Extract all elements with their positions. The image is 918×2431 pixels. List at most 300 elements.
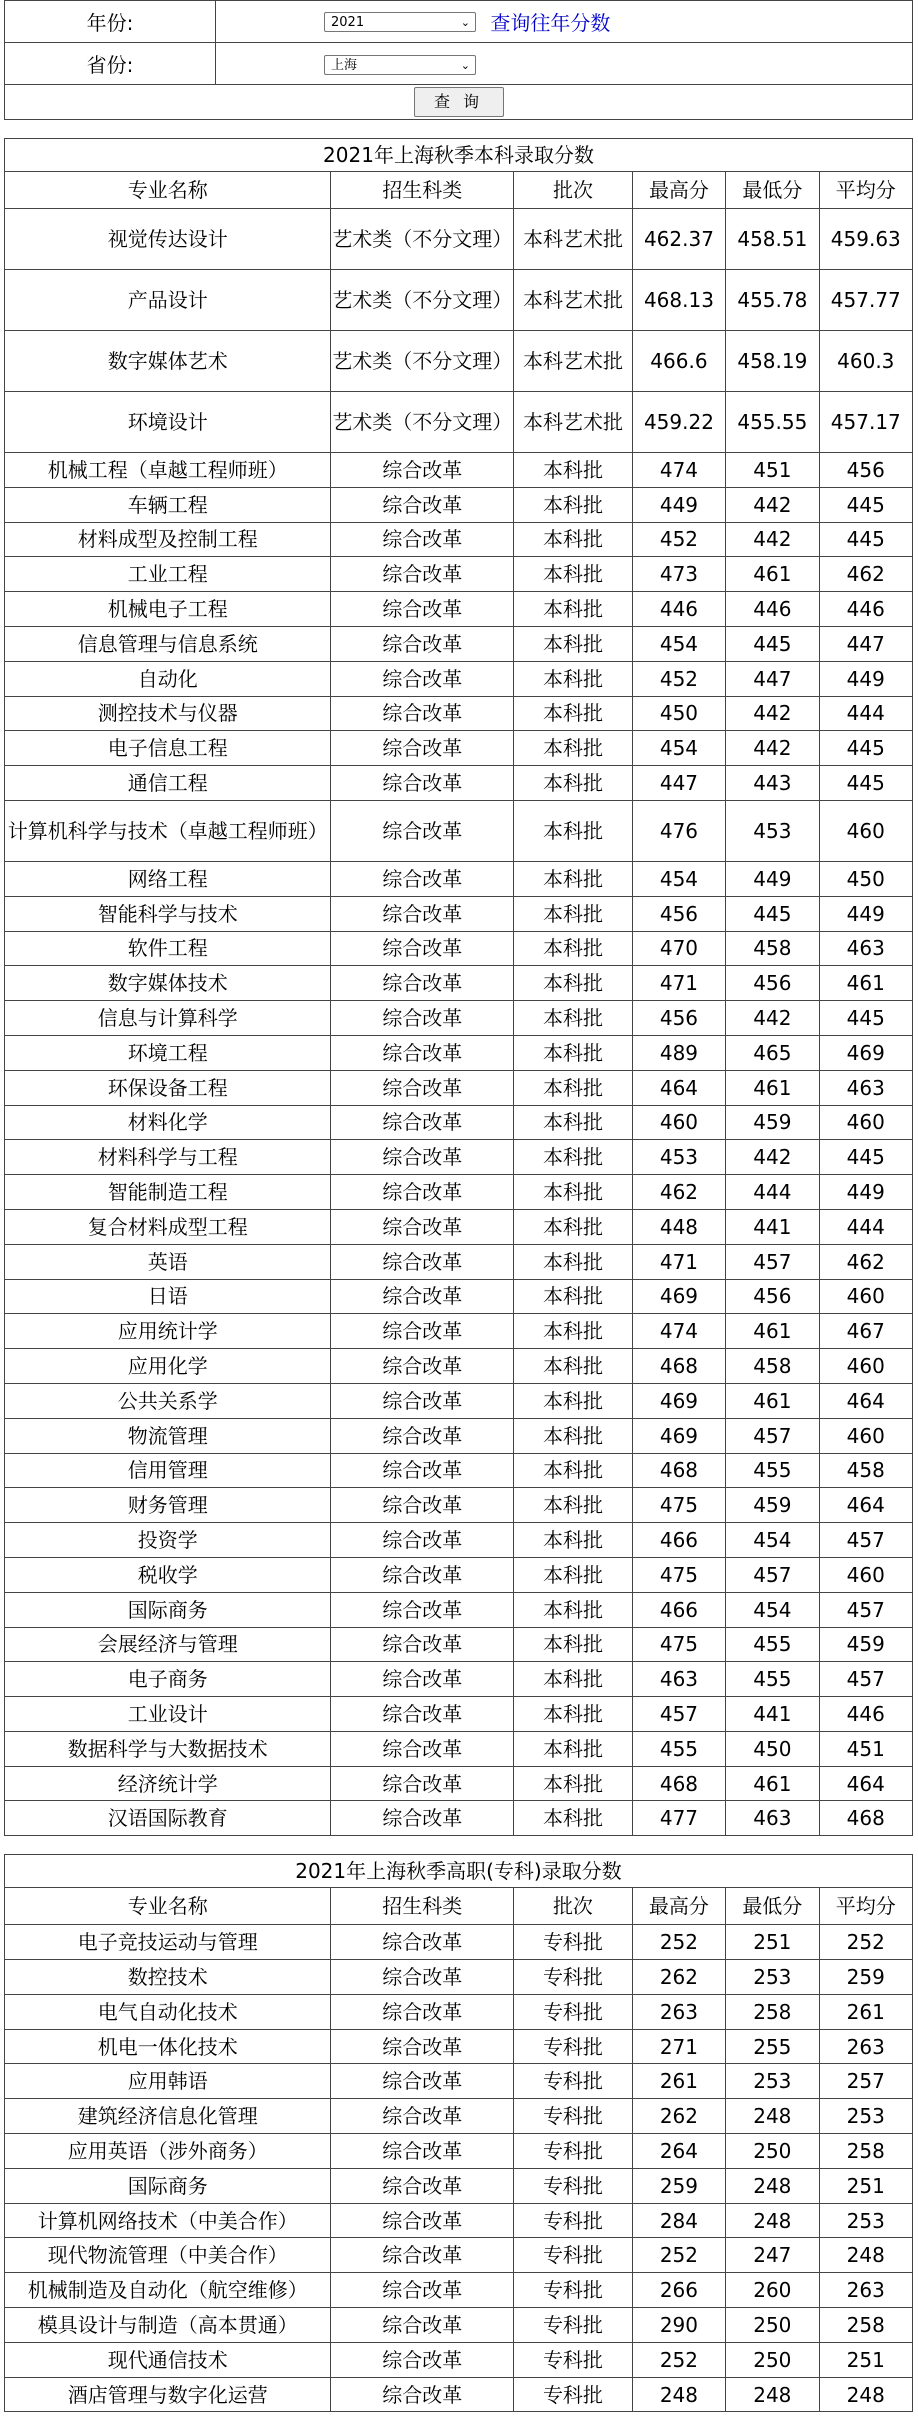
column-header: 最高分 (632, 172, 725, 209)
major-cell: 模具设计与制造（高本贯通） (5, 2308, 331, 2343)
table-row (5, 522, 913, 557)
table-title: 2021年上海秋季本科录取分数 (5, 139, 913, 172)
avg-score-cell: 248 (819, 2377, 912, 2412)
avg-score-cell: 464 (819, 1766, 912, 1801)
major-cell: 软件工程 (5, 931, 331, 966)
batch-cell: 专科批 (514, 2342, 633, 2377)
category-cell: 综合改革 (331, 1662, 514, 1697)
batch-cell: 本科批 (514, 1349, 633, 1384)
table-row (5, 392, 913, 453)
min-score-cell: 461 (726, 1070, 819, 1105)
max-score-cell: 261 (632, 2064, 725, 2099)
min-score-cell: 458 (726, 1349, 819, 1384)
batch-cell: 本科批 (514, 557, 633, 592)
major-cell: 数字媒体技术 (5, 966, 331, 1001)
max-score-cell: 453 (632, 1140, 725, 1175)
major-cell: 公共关系学 (5, 1383, 331, 1418)
min-score-cell: 461 (726, 1314, 819, 1349)
batch-cell: 本科批 (514, 1105, 633, 1140)
avg-score-cell: 457 (819, 1523, 912, 1558)
table-row (5, 1627, 913, 1662)
min-score-cell: 447 (726, 661, 819, 696)
batch-cell: 专科批 (514, 2029, 633, 2064)
category-cell: 综合改革 (331, 696, 514, 731)
avg-score-cell: 263 (819, 2029, 912, 2064)
batch-cell: 专科批 (514, 2134, 633, 2169)
major-cell: 数字媒体艺术 (5, 331, 331, 392)
major-cell: 应用韩语 (5, 2064, 331, 2099)
avg-score-cell: 460 (819, 1105, 912, 1140)
min-score-cell: 456 (726, 1279, 819, 1314)
table-row (5, 1662, 913, 1697)
column-header: 最高分 (632, 1888, 725, 1925)
max-score-cell: 252 (632, 2238, 725, 2273)
major-cell: 信用管理 (5, 1453, 331, 1488)
min-score-cell: 457 (726, 1418, 819, 1453)
max-score-cell: 290 (632, 2308, 725, 2343)
avg-score-cell: 261 (819, 1994, 912, 2029)
table-row (5, 2203, 913, 2238)
min-score-cell: 250 (726, 2308, 819, 2343)
table-row (5, 2099, 913, 2134)
major-cell: 自动化 (5, 661, 331, 696)
min-score-cell: 449 (726, 861, 819, 896)
batch-cell: 专科批 (514, 1925, 633, 1960)
major-cell: 税收学 (5, 1557, 331, 1592)
min-score-cell: 445 (726, 626, 819, 661)
max-score-cell: 474 (632, 453, 725, 488)
category-cell: 艺术类（不分文理） (331, 209, 514, 270)
batch-cell: 本科批 (514, 1731, 633, 1766)
major-cell: 视觉传达设计 (5, 209, 331, 270)
category-cell: 综合改革 (331, 1244, 514, 1279)
column-header: 平均分 (819, 1888, 912, 1925)
batch-cell: 本科批 (514, 896, 633, 931)
category-cell: 综合改革 (331, 1070, 514, 1105)
min-score-cell: 255 (726, 2029, 819, 2064)
major-cell: 建筑经济信息化管理 (5, 2099, 331, 2134)
category-cell: 综合改革 (331, 1140, 514, 1175)
batch-cell: 本科批 (514, 966, 633, 1001)
category-cell: 综合改革 (331, 2377, 514, 2412)
major-cell: 机械制造及自动化（航空维修） (5, 2273, 331, 2308)
max-score-cell: 475 (632, 1557, 725, 1592)
avg-score-cell: 444 (819, 696, 912, 731)
province-select-value: 上海 (331, 58, 358, 73)
year-select[interactable] (324, 12, 476, 32)
max-score-cell: 471 (632, 1244, 725, 1279)
min-score-cell: 247 (726, 2238, 819, 2273)
major-cell: 日语 (5, 1279, 331, 1314)
major-cell: 数控技术 (5, 1960, 331, 1995)
avg-score-cell: 257 (819, 2064, 912, 2099)
major-cell: 电子信息工程 (5, 731, 331, 766)
chevron-down-icon: ⌄ (460, 15, 470, 29)
avg-score-cell: 460 (819, 1349, 912, 1384)
major-cell: 电气自动化技术 (5, 1994, 331, 2029)
category-cell: 综合改革 (331, 2342, 514, 2377)
batch-cell: 本科批 (514, 1175, 633, 1210)
category-cell: 综合改革 (331, 861, 514, 896)
category-cell: 综合改革 (331, 1766, 514, 1801)
column-header: 招生科类 (331, 172, 514, 209)
chevron-down-icon: ⌄ (460, 59, 470, 72)
batch-cell: 本科批 (514, 1244, 633, 1279)
batch-cell: 本科批 (514, 1418, 633, 1453)
major-cell: 电子商务 (5, 1662, 331, 1697)
table-title: 2021年上海秋季高职(专科)录取分数 (5, 1855, 913, 1888)
avg-score-cell: 457.17 (819, 392, 912, 453)
batch-cell: 本科批 (514, 1557, 633, 1592)
max-score-cell: 449 (632, 487, 725, 522)
min-score-cell: 458 (726, 931, 819, 966)
max-score-cell: 469 (632, 1418, 725, 1453)
category-cell: 综合改革 (331, 2064, 514, 2099)
table-row (5, 1801, 913, 1836)
table-row (5, 2342, 913, 2377)
major-cell: 通信工程 (5, 766, 331, 801)
table-row (5, 1035, 913, 1070)
batch-cell: 本科批 (514, 1592, 633, 1627)
max-score-cell: 263 (632, 1994, 725, 2029)
major-cell: 电子竞技运动与管理 (5, 1925, 331, 1960)
table-row (5, 1105, 913, 1140)
batch-cell: 本科批 (514, 861, 633, 896)
major-cell: 现代通信技术 (5, 2342, 331, 2377)
category-cell: 综合改革 (331, 1453, 514, 1488)
avg-score-cell: 447 (819, 626, 912, 661)
category-cell: 综合改革 (331, 1209, 514, 1244)
major-cell: 会展经济与管理 (5, 1627, 331, 1662)
table-row (5, 1557, 913, 1592)
min-score-cell: 455 (726, 1662, 819, 1697)
max-score-cell: 477 (632, 1801, 725, 1836)
min-score-cell: 442 (726, 1140, 819, 1175)
table-row (5, 661, 913, 696)
min-score-cell: 258 (726, 1994, 819, 2029)
category-cell: 综合改革 (331, 1697, 514, 1732)
min-score-cell: 458.19 (726, 331, 819, 392)
max-score-cell: 466 (632, 1592, 725, 1627)
category-cell: 综合改革 (331, 2203, 514, 2238)
min-score-cell: 248 (726, 2099, 819, 2134)
avg-score-cell: 446 (819, 1697, 912, 1732)
vocational-scores-table (4, 1854, 913, 2412)
category-cell: 综合改革 (331, 1349, 514, 1384)
major-cell: 环境工程 (5, 1035, 331, 1070)
max-score-cell: 448 (632, 1209, 725, 1244)
table-row (5, 1925, 913, 1960)
max-score-cell: 455 (632, 1731, 725, 1766)
max-score-cell: 450 (632, 696, 725, 731)
major-cell: 材料化学 (5, 1105, 331, 1140)
major-cell: 应用统计学 (5, 1314, 331, 1349)
table-row (5, 453, 913, 488)
category-cell: 综合改革 (331, 522, 514, 557)
table-row (5, 1140, 913, 1175)
batch-cell: 专科批 (514, 2203, 633, 2238)
table-row (5, 800, 913, 861)
avg-score-cell: 469 (819, 1035, 912, 1070)
category-cell: 艺术类（不分文理） (331, 331, 514, 392)
max-score-cell: 459.22 (632, 392, 725, 453)
major-cell: 数据科学与大数据技术 (5, 1731, 331, 1766)
province-select[interactable] (324, 55, 476, 75)
table-row (5, 1175, 913, 1210)
major-cell: 信息管理与信息系统 (5, 626, 331, 661)
table-row (5, 931, 913, 966)
major-cell: 机械工程（卓越工程师班） (5, 453, 331, 488)
avg-score-cell: 460.3 (819, 331, 912, 392)
max-score-cell: 457 (632, 1697, 725, 1732)
table-row (5, 2029, 913, 2064)
min-score-cell: 455 (726, 1627, 819, 1662)
avg-score-cell: 449 (819, 896, 912, 931)
batch-cell: 专科批 (514, 2377, 633, 2412)
category-cell: 综合改革 (331, 1994, 514, 2029)
max-score-cell: 475 (632, 1488, 725, 1523)
category-cell: 综合改革 (331, 487, 514, 522)
table-row (5, 557, 913, 592)
max-score-cell: 452 (632, 522, 725, 557)
batch-cell: 本科批 (514, 1140, 633, 1175)
min-score-cell: 444 (726, 1175, 819, 1210)
max-score-cell: 475 (632, 1627, 725, 1662)
category-cell: 综合改革 (331, 800, 514, 861)
major-cell: 国际商务 (5, 1592, 331, 1627)
batch-cell: 本科批 (514, 766, 633, 801)
min-score-cell: 455.55 (726, 392, 819, 453)
min-score-cell: 457 (726, 1244, 819, 1279)
major-cell: 应用英语（涉外商务） (5, 2134, 331, 2169)
column-header: 专业名称 (5, 1888, 331, 1925)
table-row (5, 1279, 913, 1314)
max-score-cell: 252 (632, 2342, 725, 2377)
category-cell: 综合改革 (331, 557, 514, 592)
min-score-cell: 461 (726, 1383, 819, 1418)
min-score-cell: 441 (726, 1697, 819, 1732)
batch-cell: 本科批 (514, 1383, 633, 1418)
batch-cell: 专科批 (514, 1960, 633, 1995)
year-select-value: 2021 (331, 14, 365, 30)
avg-score-cell: 458 (819, 1453, 912, 1488)
table-row (5, 2238, 913, 2273)
category-cell: 综合改革 (331, 896, 514, 931)
major-cell: 信息与计算科学 (5, 1001, 331, 1036)
table-row (5, 966, 913, 1001)
batch-cell: 专科批 (514, 2168, 633, 2203)
province-label: 省份: (5, 43, 216, 85)
major-cell: 英语 (5, 1244, 331, 1279)
batch-cell: 本科艺术批 (514, 392, 633, 453)
year-label: 年份: (5, 1, 216, 43)
max-score-cell: 462 (632, 1175, 725, 1210)
min-score-cell: 442 (726, 731, 819, 766)
min-score-cell: 442 (726, 487, 819, 522)
avg-score-cell: 248 (819, 2238, 912, 2273)
category-cell: 综合改革 (331, 2308, 514, 2343)
avg-score-cell: 461 (819, 966, 912, 1001)
category-cell: 综合改革 (331, 966, 514, 1001)
table-row (5, 270, 913, 331)
avg-score-cell: 253 (819, 2099, 912, 2134)
major-cell: 智能制造工程 (5, 1175, 331, 1210)
max-score-cell: 259 (632, 2168, 725, 2203)
max-score-cell: 447 (632, 766, 725, 801)
major-cell: 财务管理 (5, 1488, 331, 1523)
max-score-cell: 463 (632, 1662, 725, 1697)
category-cell: 综合改革 (331, 2134, 514, 2169)
category-cell: 综合改革 (331, 1001, 514, 1036)
category-cell: 综合改革 (331, 1925, 514, 1960)
category-cell: 艺术类（不分文理） (331, 270, 514, 331)
table-row (5, 487, 913, 522)
avg-score-cell: 467 (819, 1314, 912, 1349)
column-header: 专业名称 (5, 172, 331, 209)
category-cell: 综合改革 (331, 2029, 514, 2064)
history-scores-link[interactable]: 查询往年分数 (490, 11, 611, 35)
table-row (5, 1244, 913, 1279)
major-cell: 计算机网络技术（中美合作） (5, 2203, 331, 2238)
avg-score-cell: 463 (819, 1070, 912, 1105)
avg-score-cell: 253 (819, 2203, 912, 2238)
major-cell: 产品设计 (5, 270, 331, 331)
table-row (5, 731, 913, 766)
min-score-cell: 441 (726, 1209, 819, 1244)
batch-cell: 本科批 (514, 1801, 633, 1836)
query-button[interactable]: 查 询 (414, 87, 504, 117)
avg-score-cell: 460 (819, 1557, 912, 1592)
table-row (5, 1592, 913, 1627)
category-cell: 综合改革 (331, 1105, 514, 1140)
min-score-cell: 459 (726, 1105, 819, 1140)
table-row (5, 209, 913, 270)
table-row (5, 1001, 913, 1036)
category-cell: 综合改革 (331, 1488, 514, 1523)
category-cell: 综合改革 (331, 2238, 514, 2273)
avg-score-cell: 462 (819, 557, 912, 592)
avg-score-cell: 460 (819, 800, 912, 861)
column-header: 平均分 (819, 172, 912, 209)
min-score-cell: 450 (726, 1731, 819, 1766)
max-score-cell: 456 (632, 896, 725, 931)
max-score-cell: 468 (632, 1766, 725, 1801)
major-cell: 智能科学与技术 (5, 896, 331, 931)
avg-score-cell: 462 (819, 1244, 912, 1279)
min-score-cell: 260 (726, 2273, 819, 2308)
major-cell: 车辆工程 (5, 487, 331, 522)
undergraduate-scores-table (4, 138, 913, 1836)
column-header: 最低分 (726, 1888, 819, 1925)
batch-cell: 本科批 (514, 1766, 633, 1801)
batch-cell: 本科批 (514, 453, 633, 488)
batch-cell: 本科批 (514, 1627, 633, 1662)
batch-cell: 专科批 (514, 2238, 633, 2273)
max-score-cell: 464 (632, 1070, 725, 1105)
category-cell: 综合改革 (331, 2273, 514, 2308)
major-cell: 测控技术与仪器 (5, 696, 331, 731)
category-cell: 综合改革 (331, 1523, 514, 1558)
table-row (5, 896, 913, 931)
min-score-cell: 250 (726, 2342, 819, 2377)
avg-score-cell: 252 (819, 1925, 912, 1960)
category-cell: 综合改革 (331, 731, 514, 766)
major-cell: 材料成型及控制工程 (5, 522, 331, 557)
min-score-cell: 251 (726, 1925, 819, 1960)
major-cell: 经济统计学 (5, 1766, 331, 1801)
major-cell: 应用化学 (5, 1349, 331, 1384)
min-score-cell: 442 (726, 522, 819, 557)
major-cell: 环保设备工程 (5, 1070, 331, 1105)
category-cell: 综合改革 (331, 1557, 514, 1592)
min-score-cell: 250 (726, 2134, 819, 2169)
table-row (5, 1314, 913, 1349)
table-row (5, 766, 913, 801)
batch-cell: 本科批 (514, 1314, 633, 1349)
table-row (5, 592, 913, 627)
avg-score-cell: 450 (819, 861, 912, 896)
max-score-cell: 460 (632, 1105, 725, 1140)
min-score-cell: 461 (726, 1766, 819, 1801)
category-cell: 综合改革 (331, 1592, 514, 1627)
min-score-cell: 445 (726, 896, 819, 931)
max-score-cell: 456 (632, 1001, 725, 1036)
max-score-cell: 468.13 (632, 270, 725, 331)
max-score-cell: 462.37 (632, 209, 725, 270)
table-row (5, 1453, 913, 1488)
table-row (5, 1383, 913, 1418)
max-score-cell: 454 (632, 861, 725, 896)
min-score-cell: 248 (726, 2168, 819, 2203)
table-row (5, 1070, 913, 1105)
category-cell: 综合改革 (331, 766, 514, 801)
avg-score-cell: 251 (819, 2168, 912, 2203)
avg-score-cell: 445 (819, 1140, 912, 1175)
max-score-cell: 271 (632, 2029, 725, 2064)
min-score-cell: 248 (726, 2377, 819, 2412)
batch-cell: 本科批 (514, 1070, 633, 1105)
min-score-cell: 455.78 (726, 270, 819, 331)
batch-cell: 本科批 (514, 626, 633, 661)
table-row (5, 1209, 913, 1244)
batch-cell: 本科批 (514, 1697, 633, 1732)
batch-cell: 本科艺术批 (514, 209, 633, 270)
avg-score-cell: 459 (819, 1627, 912, 1662)
avg-score-cell: 457.77 (819, 270, 912, 331)
table-row (5, 626, 913, 661)
batch-cell: 本科批 (514, 522, 633, 557)
table-row (5, 1418, 913, 1453)
major-cell: 计算机科学与技术（卓越工程师班） (5, 800, 331, 861)
max-score-cell: 446 (632, 592, 725, 627)
avg-score-cell: 457 (819, 1592, 912, 1627)
table-row (5, 2064, 913, 2099)
max-score-cell: 468 (632, 1453, 725, 1488)
batch-cell: 本科批 (514, 487, 633, 522)
batch-cell: 专科批 (514, 1994, 633, 2029)
max-score-cell: 452 (632, 661, 725, 696)
table-row (5, 1697, 913, 1732)
batch-cell: 本科批 (514, 1488, 633, 1523)
table-row (5, 1994, 913, 2029)
batch-cell: 本科批 (514, 1279, 633, 1314)
min-score-cell: 451 (726, 453, 819, 488)
avg-score-cell: 259 (819, 1960, 912, 1995)
max-score-cell: 470 (632, 931, 725, 966)
min-score-cell: 442 (726, 1001, 819, 1036)
min-score-cell: 443 (726, 766, 819, 801)
column-header: 批次 (514, 172, 633, 209)
